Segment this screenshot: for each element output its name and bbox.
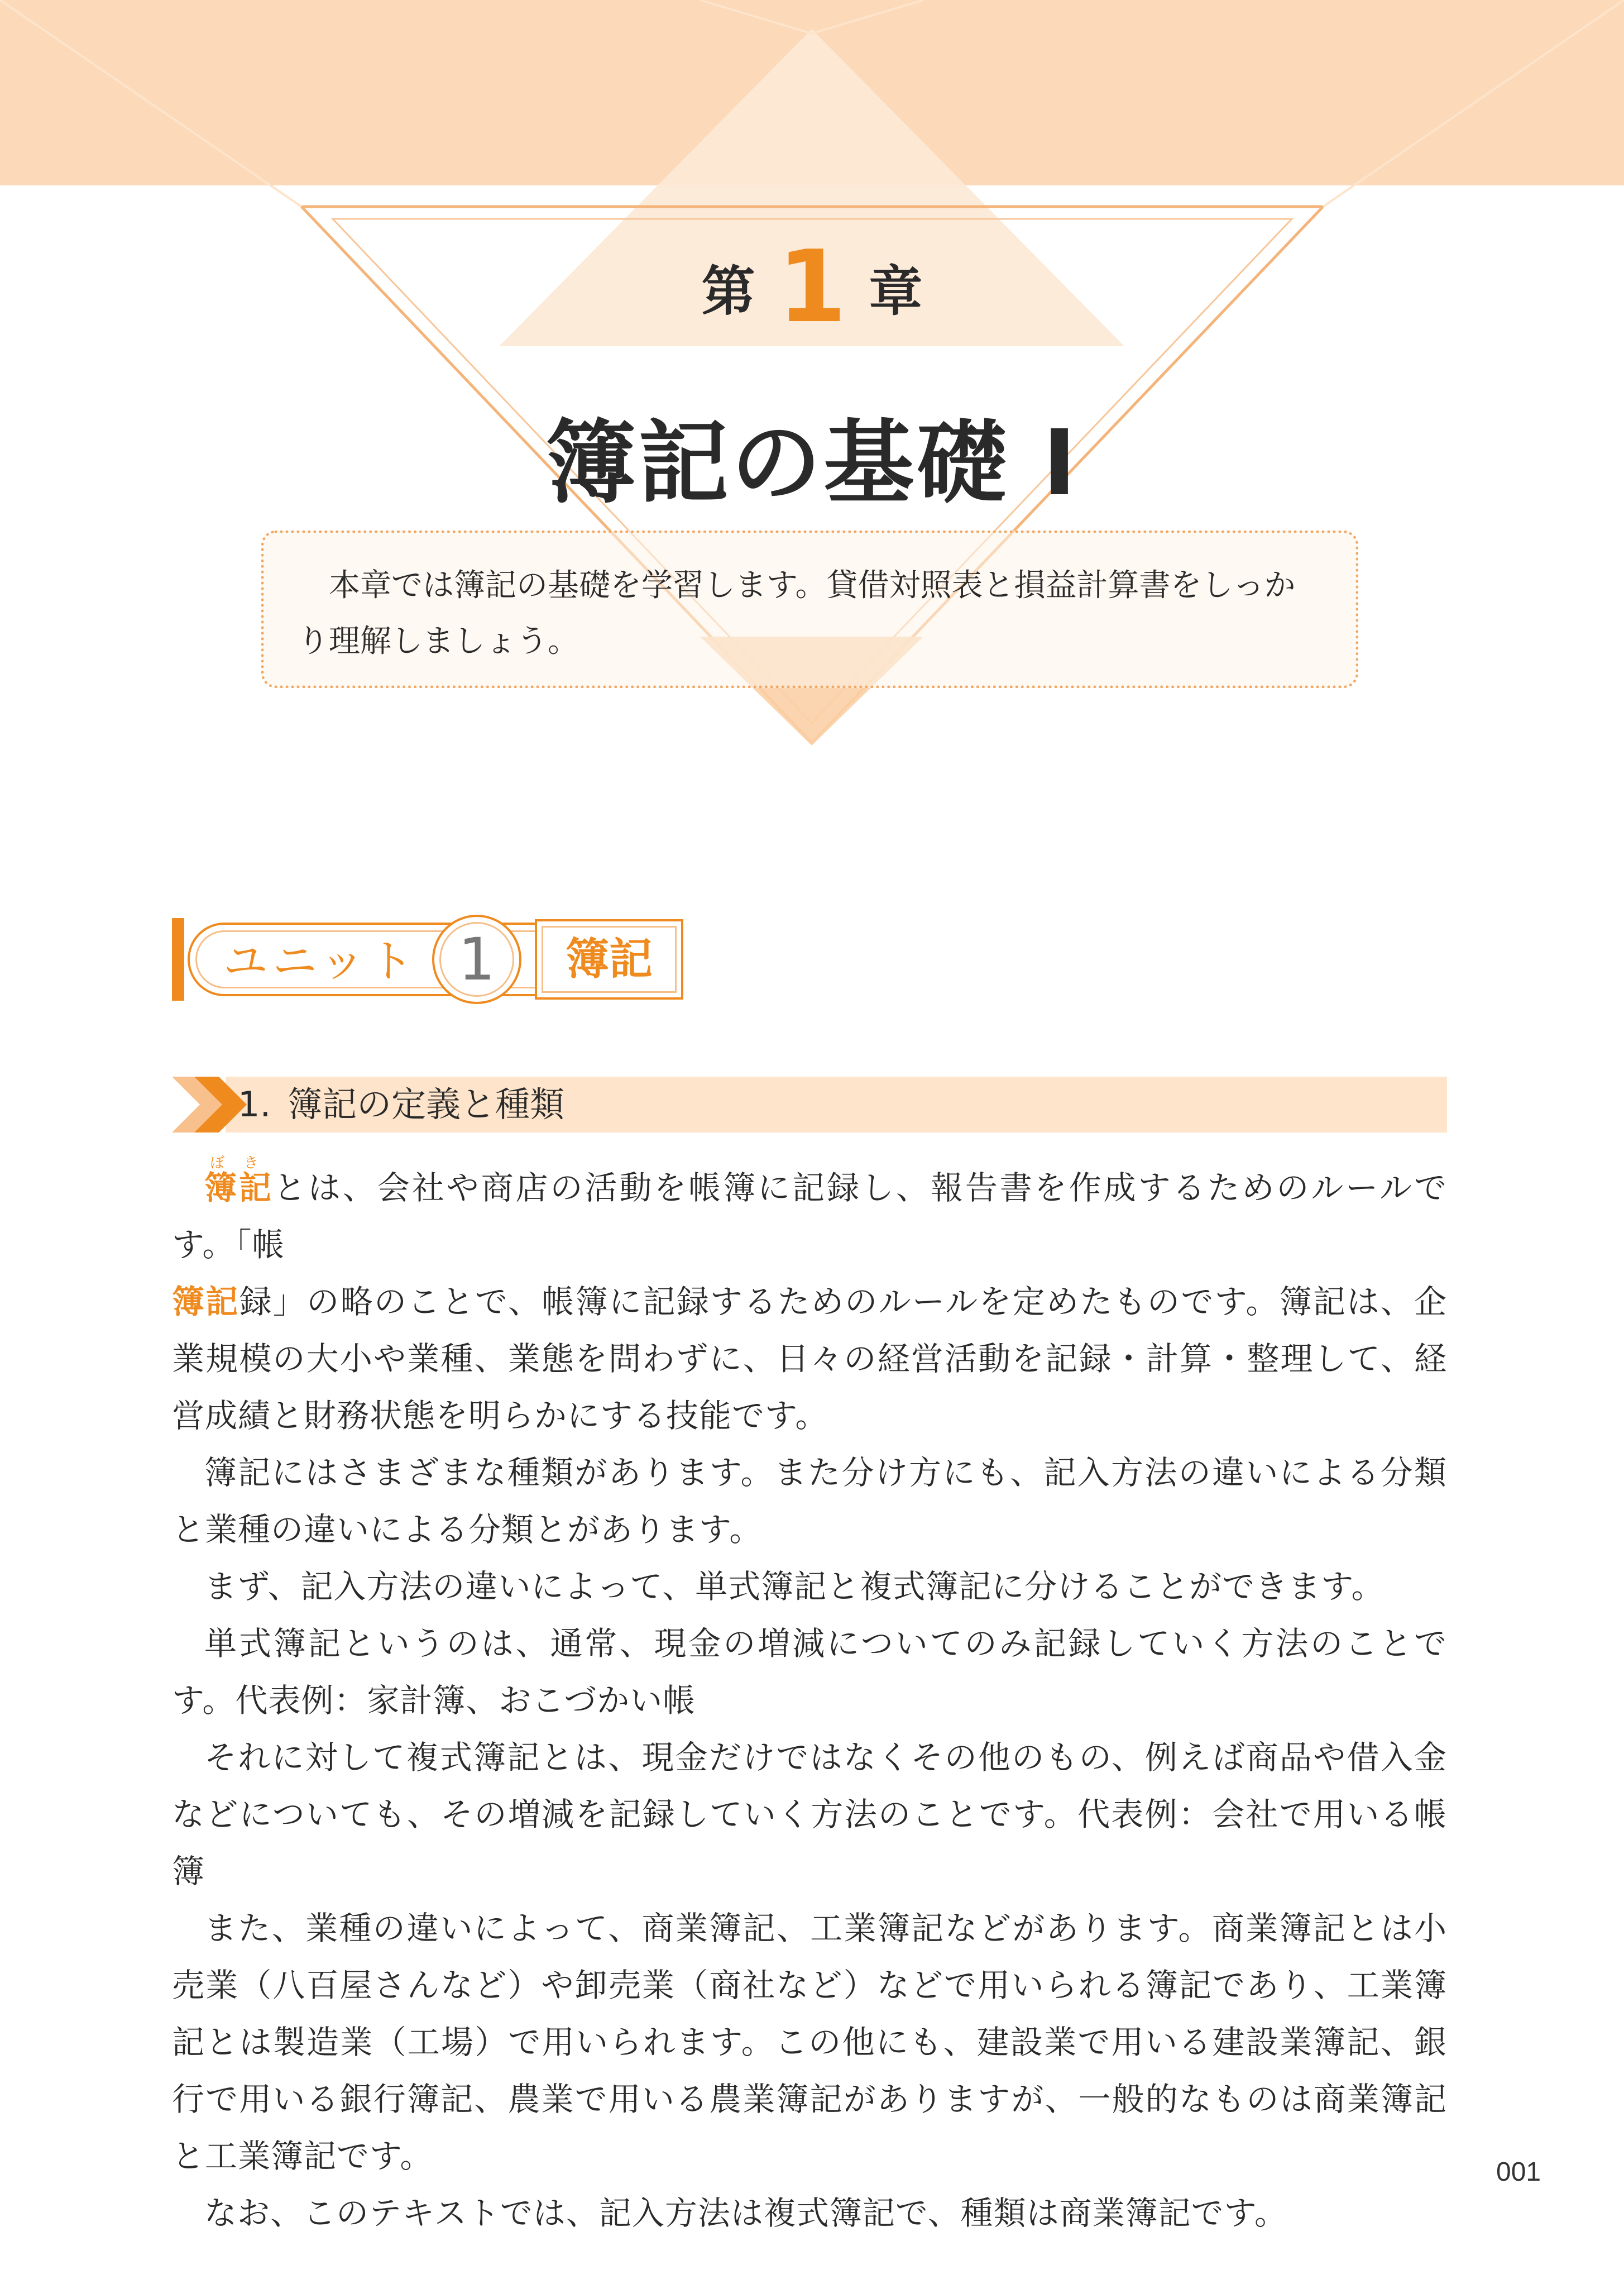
section-title: 簿記の定義と種類 bbox=[288, 1084, 565, 1125]
chapter-prefix: 第 bbox=[701, 260, 755, 323]
deco-line-top-left bbox=[700, 0, 812, 34]
paragraph-2: 簿記にはさまざまな種類があります。また分け方にも、記入方法の違いによる分類と業種の違いによる分類とがあります。 bbox=[172, 1454, 1447, 1549]
intro-box bbox=[261, 531, 1358, 688]
paragraph-5: それに対して複式簿記とは、現金だけではなくその他のもの、例えば商品や借入金などについても、その増減を記録していく方法のことです。代表例：会社で用いる帳簿 bbox=[172, 1738, 1447, 1890]
unit-badge bbox=[172, 915, 686, 1004]
paragraph-7: なお、このテキストでは、記入方法は複式簿記で、種類は商業簿記です。 bbox=[204, 2194, 1288, 2232]
section-heading bbox=[172, 1077, 1447, 1133]
unit-badge-bar bbox=[172, 918, 184, 1001]
unit-number-circle bbox=[432, 915, 521, 1004]
page-number: 001 bbox=[1496, 2157, 1541, 2187]
deco-line-left bbox=[0, 0, 301, 207]
body-text bbox=[172, 1155, 1447, 2242]
section-heading-text bbox=[238, 1077, 564, 1133]
chapter-heading bbox=[0, 229, 1624, 345]
unit-number: 1 bbox=[458, 925, 496, 993]
unit-label-pill bbox=[188, 923, 595, 996]
deco-line-top-right bbox=[812, 0, 923, 34]
chapter-number: 1 bbox=[777, 229, 847, 345]
chapter-suffix: 章 bbox=[869, 260, 923, 323]
paragraph-1: 簿記ぼきとは、会社や商店の活動を帳簿に記録し、報告書を作成するためのルールです。「帳 簿記録」の略のことで、帳簿に記録するためのルールを定めたものです。簿記は、企業規模の大小や業種、業態を問わずに、日々の経営活動を記録・計算・整理して、経営成績と財務状態を明らかにする技能です。 bbox=[172, 1155, 1447, 1435]
unit-label: ユニット bbox=[223, 935, 418, 987]
paragraph-6: また、業種の違いによって、商業簿記、工業簿記などがあります。商業簿記とは小売業（八百屋さんなど）や卸売業（商社など）などで用いられる簿記であり、工業簿記とは製造業（工場）で用いられます。この他にも、建設業で用いる建設業簿記、銀行で用いる銀行簿記、農業で用いる農業簿記がありますが、一般的なものは商業簿記と工業簿記です。 bbox=[172, 1909, 1447, 2175]
chapter-title: 簿記の基礎 Ⅰ bbox=[545, 411, 1079, 516]
intro-text: 本章では簿記の基礎を学習します。貸借対照表と損益計算書をしっかり理解しましょう。 bbox=[298, 567, 1296, 660]
deco-line-right bbox=[1323, 0, 1624, 207]
paragraph-3: まず、記入方法の違いによって、単式簿記と複式簿記に分けることができます。 bbox=[204, 1568, 1385, 1606]
section-number: 1. bbox=[238, 1084, 271, 1125]
term-boki-ruby: ぼき bbox=[204, 1155, 272, 1172]
unit-name: 簿記 bbox=[565, 934, 653, 985]
term-boki-2: 簿記 bbox=[172, 1283, 239, 1321]
paragraph-4: 単式簿記というのは、通常、現金の増減についてのみ記録していく方法のことです。代表例：家計簿、おこづかい帳 bbox=[172, 1624, 1447, 1719]
unit-name-box bbox=[535, 919, 683, 1000]
term-boki: 簿記ぼき bbox=[204, 1155, 274, 1207]
